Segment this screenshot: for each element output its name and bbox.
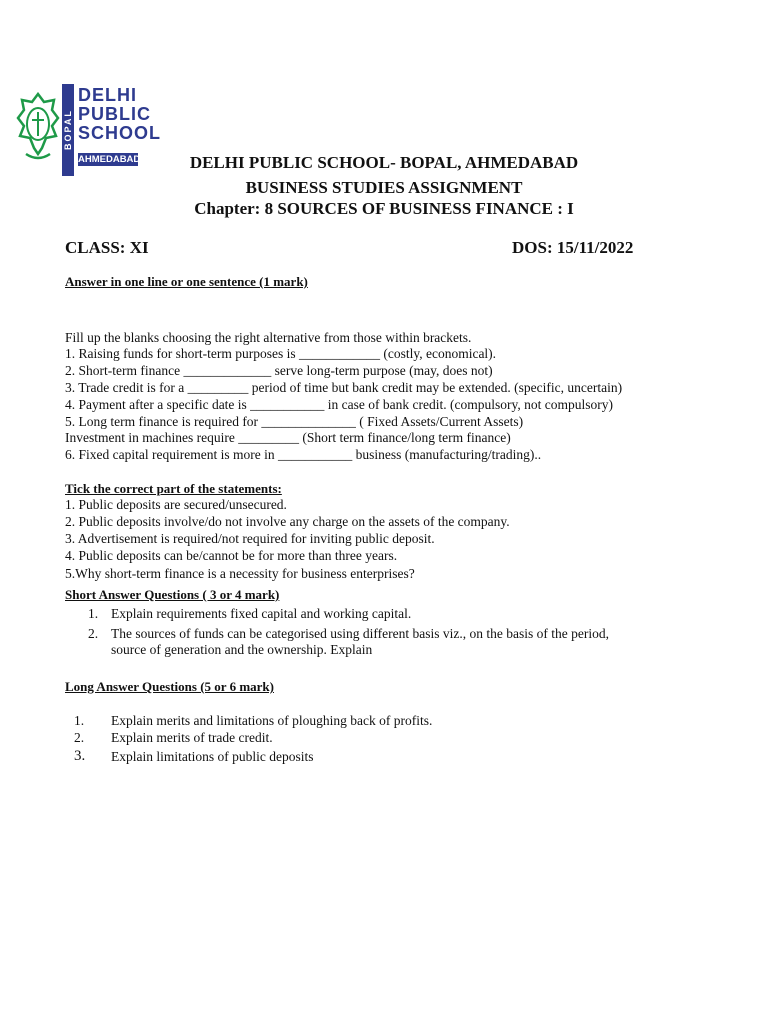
tick-statement: 1. Public deposits are secured/unsecured. [65, 497, 287, 512]
logo-line-3: SCHOOL [78, 123, 162, 143]
tick-statement: 5.Why short-term finance is a necessity for business enterprises? [65, 566, 415, 581]
short-answer-question: Explain requirements fixed capital and working capital. [111, 606, 412, 621]
section-four-heading: Long Answer Questions (5 or 6 mark) [65, 679, 274, 694]
fill-blank-line: 4. Payment after a specific date is ___________ in case of bank credit. (compulsory, not compulsory) [65, 397, 613, 412]
fill-blanks-intro: Fill up the blanks choosing the right alternative from those within brackets. [65, 330, 472, 345]
short-answer-number: 2. [88, 626, 99, 641]
fill-blank-line: 1. Raising funds for short-term purposes is ____________ (costly, economical). [65, 346, 497, 361]
fill-blank-line: 3. Trade credit is for a _________ period of time but bank credit may be extended. (specific, uncertain) [65, 380, 623, 395]
tick-statement: 2. Public deposits involve/do not involve any charge on the assets of the company. [65, 514, 510, 529]
long-answer-question: Explain merits of trade credit. [111, 730, 273, 745]
fill-blank-line: Investment in machines require _________ (Short term finance/long term finance) [65, 430, 511, 445]
long-answer-question: Explain limitations of public deposits [111, 749, 314, 764]
short-answer-question: The sources of funds can be categorised using different basis viz., on the basis of the period, [111, 626, 609, 641]
section-two-heading: Tick the correct part of the statements: [65, 481, 282, 496]
fill-blank-line: 5. Long term finance is required for ______________ ( Fixed Assets/Current Assets) [65, 414, 524, 429]
long-answer-number: 2. [74, 730, 85, 745]
fill-blank-line: 6. Fixed capital requirement is more in ___________ business (manufacturing/trading).. [65, 447, 542, 462]
assignment-title: BUSINESS STUDIES ASSIGNMENT [245, 178, 523, 197]
long-answer-number: 1. [74, 713, 85, 728]
tick-statement: 4. Public deposits can be/cannot be for more than three years. [65, 548, 398, 563]
section-three-heading: Short Answer Questions ( 3 or 4 mark) [65, 587, 280, 602]
chapter-title: Chapter: 8 SOURCES OF BUSINESS FINANCE : I [194, 199, 574, 218]
school-title: DELHI PUBLIC SCHOOL- BOPAL, AHMEDABAD [189, 153, 579, 172]
long-answer-question: Explain merits and limitations of ploughing back of profits. [111, 713, 433, 728]
tick-statement: 3. Advertisement is required/not required for inviting public deposit. [65, 531, 435, 546]
short-answer-question-cont: source of generation and the ownership. Explain [111, 642, 373, 657]
logo-city: AHMEDABAD [78, 154, 141, 165]
section-one-heading: Answer in one line or one sentence (1 mark) [65, 274, 308, 289]
logo-side-bar: BOPAL [62, 84, 74, 176]
logo-wordmark [78, 86, 161, 143]
logo-line-2: PUBLIC [78, 104, 151, 124]
short-answer-number: 1. [88, 606, 99, 621]
date-of-submission: DOS: 15/11/2022 [512, 238, 634, 257]
logo-line-1: DELHI [78, 85, 137, 105]
class-label: CLASS: XI [65, 238, 149, 257]
long-answer-number: 3. [74, 748, 86, 764]
fill-blank-line: 2. Short-term finance _____________ serve long-term purpose (may, does not) [65, 363, 493, 378]
